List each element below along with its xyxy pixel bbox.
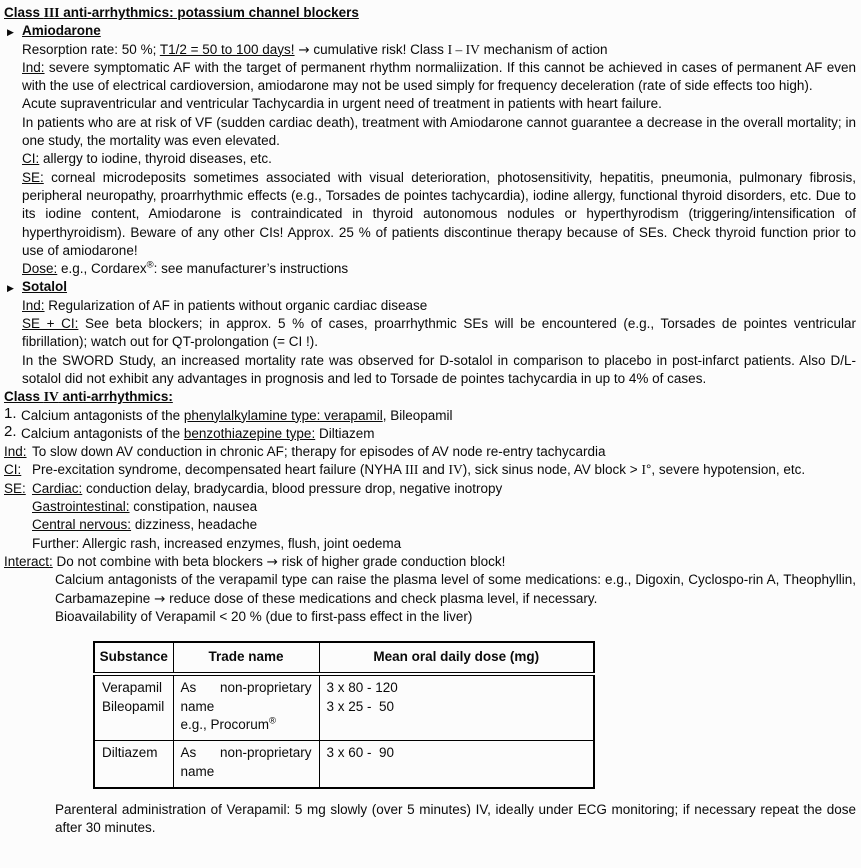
amiodarone-indication-paragraph <box>22 59 856 96</box>
text-segment: Amiodarone <box>22 23 101 39</box>
text-segment: °, severe hypotension, etc. <box>645 462 806 478</box>
text-segment: Class <box>4 5 44 20</box>
amiodarone-acute-paragraph <box>22 95 856 113</box>
text-segment: reduce dose of these medications and check plasma level, if necessary. <box>165 590 598 606</box>
text-segment: IV <box>43 389 59 405</box>
text-segment: corneal microdeposits sometimes associated with visual deterioration, photosensitivity, hepatitis, pneumonia, pulmonary fibrosis, peripheral neuropathy, proarrhythmic effects (e.g., Torsades de pointes tachycardia), iodine allergy, functional thyroid disorders, etc. Due to its iodine content, Amiodarone is contraindicated in thyroid autonomous nodules or hyperthyrodism (triggering/intensification of hyperthyroidism). Beware of any other CIs! Approx. 25 % of patients discontinue therapy because of SEs. Check thyroid function prior to use of amiodarone! <box>22 169 856 258</box>
text-segment: e.g., Cordarex <box>57 261 147 277</box>
arrow-right-icon: → <box>298 41 310 58</box>
text-segment: mechanism of action <box>479 41 608 57</box>
text-segment: and <box>418 462 449 478</box>
triangle-bullet-icon: ▶ <box>7 26 14 37</box>
text-segment: In patients who are at risk of VF (sudden cardiac death), treatment with Amiodarone cannot guarantee a decrease in the overall mortality; in one study, the mortality was even elevated. <box>22 114 856 149</box>
text-segment: I – IV <box>447 41 480 57</box>
text-segment: Ind: <box>22 297 45 313</box>
text-segment: As non-proprietary name <box>180 745 312 779</box>
amiodarone-ci-line <box>22 150 856 168</box>
triangle-bullet-icon: ▶ <box>7 282 14 293</box>
text-segment: severe symptomatic AF with the target of permanent rhythm normaliization. If this cannot be achieved in cases of permanent AF even with the use of electrical cardioversion, amiodarone may not be used simply for frequency deceleration (rate of side effects too high). <box>22 59 856 94</box>
text-segment: anti-arrhythmics: potassium channel blockers <box>59 5 359 20</box>
text-segment: : see manufacturer’s instructions <box>153 261 349 277</box>
text-segment: SE + CI: <box>22 316 79 332</box>
text-segment: SE: <box>22 169 44 185</box>
text-segment: phenylalkylamine type: verapamil <box>183 407 383 423</box>
text-segment: ), sick sinus node, AV block > <box>462 462 642 478</box>
text-segment: conduction delay, bradycardia, blood pressure drop, negative inotropy <box>82 480 503 496</box>
text-segment: Cardiac: <box>32 480 83 496</box>
interaction-plasma-paragraph <box>55 571 856 608</box>
column-header: Substance <box>94 642 173 674</box>
text-segment: Gastrointestinal: <box>32 499 130 515</box>
row-label <box>4 480 26 498</box>
text-segment: Resorption rate: 50 %; <box>22 41 160 57</box>
text-segment: CI: <box>22 151 40 167</box>
table-row <box>94 674 594 740</box>
substance-cell <box>94 741 173 788</box>
text-segment: Acute supraventricular and ventricular Tachycardia in urgent need of treatment in patients with heart failure. <box>22 96 662 112</box>
amiodarone-se-paragraph <box>22 169 856 260</box>
dosage-table <box>93 641 595 789</box>
text-segment: Diltiazem <box>315 425 375 441</box>
class-iv-indication-row <box>4 443 856 461</box>
text-segment: Central nervous: <box>32 517 132 533</box>
parenteral-paragraph <box>55 801 856 838</box>
text-segment: Further: Allergic rash, increased enzymes, flush, joint oedema <box>32 535 402 551</box>
list-number: 1. <box>4 405 17 423</box>
column-header: Trade name <box>173 642 319 674</box>
text-segment: Interact: <box>4 553 53 569</box>
class-iv-se-cardiac-row <box>4 480 856 498</box>
text-segment: dizziness, headache <box>131 517 258 533</box>
numbered-item-benzothiazepine <box>4 425 856 443</box>
text-segment: In the SWORD Study, an increased mortality rate was observed for D-sotalol in comparison to placebo in post-infarct patients. Also D/L-sotalol did not exhibit any advantages in prognosis and led to Torsade de pointes tachycardia in up to 4% of cases. <box>22 352 856 386</box>
sotalol-se-ci-paragraph <box>22 315 856 352</box>
text-segment: Pre-excitation syndrome, decompensated heart failure (NYHA <box>32 462 405 478</box>
text-segment: 3 x 25 - 50 <box>326 698 395 714</box>
dose-cell <box>319 741 594 788</box>
document <box>4 4 856 837</box>
text-segment: Sotalol <box>22 279 68 295</box>
text-segment: ® <box>146 259 154 271</box>
text-segment: See beta blockers; in approx. 5 % of cases, proarrhythmic SEs will be encountered (e.g., Torsades de pointes ventricular fibrillation); watch out for QT-prolongation (= CI !). <box>22 316 856 350</box>
section-heading-class-iv <box>4 388 856 406</box>
text-segment: Do not combine with beta blockers <box>52 553 267 569</box>
text-segment: e.g., Procorum <box>180 716 270 732</box>
resorption-line <box>22 41 856 59</box>
drug-heading-sotalol <box>4 278 856 296</box>
substance-cell <box>94 674 173 740</box>
text-segment: Bileopamil <box>102 698 165 714</box>
amiodarone-dose-line <box>22 260 856 278</box>
se-central-nervous-line <box>32 516 856 534</box>
text-segment: III <box>43 5 60 20</box>
text-segment: constipation, nausea <box>129 499 258 515</box>
column-header: Mean oral daily dose (mg) <box>319 642 594 674</box>
sotalol-indication-line <box>22 297 856 315</box>
arrow-right-icon: → <box>154 590 166 607</box>
sotalol-sword-paragraph <box>22 352 856 389</box>
text-segment: risk of higher grade conduction block! <box>277 553 506 569</box>
trade-name-cell <box>173 741 319 788</box>
text-segment: Bioavailability of Verapamil < 20 % (due to first-pass effect in the liver) <box>55 608 473 624</box>
text-segment: CI: <box>4 462 22 478</box>
text-segment: 3 x 60 - 90 <box>326 745 395 761</box>
text-segment: IV <box>448 462 463 478</box>
text-segment: Regularization of AF in patients without organic cardiac disease <box>44 297 428 313</box>
interaction-line <box>4 553 856 571</box>
text-segment: Dose: <box>22 261 58 277</box>
text-segment: , Bileopamil <box>382 407 453 423</box>
text-segment: SE: <box>4 480 26 496</box>
text-segment: Class <box>4 389 44 405</box>
text-segment: Calcium antagonists of the <box>21 407 184 423</box>
trade-name-cell <box>173 674 319 740</box>
arrow-right-icon: → <box>266 553 278 570</box>
text-segment: Calcium antagonists of the verapamil type can raise the plasma level of some medications: e.g., Digoxin, Cyclospo-rin A, Theophyllin, Carbamazepine <box>55 572 856 606</box>
text-segment: T1/2 = 50 to 100 days! <box>159 41 295 57</box>
text-segment: Ind: <box>4 444 27 460</box>
text-segment: benzothiazepine type: <box>183 425 316 441</box>
text-segment: As non-proprietary name <box>180 680 312 714</box>
numbered-item-phenylalkylamine <box>4 407 856 425</box>
table-row <box>94 741 594 788</box>
se-gastrointestinal-line <box>32 498 856 516</box>
text-segment: 3 x 80 - 120 <box>326 680 398 696</box>
section-heading-class-iii <box>4 4 856 22</box>
text-segment: I <box>641 462 646 478</box>
class-iv-ci-row <box>4 461 856 479</box>
text-segment: Parenteral administration of Verapamil: 5 mg slowly (over 5 minutes) IV, ideally under ECG monitoring; if necessary repeat the dose after 30 minutes. <box>55 801 856 836</box>
amiodarone-vf-paragraph <box>22 114 856 151</box>
text-segment: cumulative risk! Class <box>309 41 448 57</box>
text-segment: ® <box>269 715 277 727</box>
drug-heading-amiodarone <box>4 22 856 40</box>
row-label <box>4 443 27 461</box>
text-segment: III <box>404 462 419 478</box>
text-segment: anti-arrhythmics: <box>58 389 173 405</box>
text-segment: To slow down AV conduction in chronic AF; therapy for episodes of AV node re-entry tachycardia <box>32 444 606 460</box>
se-further-line <box>32 535 856 553</box>
text-segment: Ind: <box>22 59 45 75</box>
text-segment: allergy to iodine, thyroid diseases, etc. <box>39 151 272 167</box>
text-segment: Diltiazem <box>102 745 158 761</box>
text-segment: Verapamil <box>102 680 163 696</box>
dose-cell <box>319 674 594 740</box>
text-segment: Calcium antagonists of the <box>21 425 184 441</box>
table-header-row <box>94 642 594 674</box>
bioavailability-line <box>55 608 856 626</box>
row-label <box>4 461 21 479</box>
list-number: 2. <box>4 423 17 441</box>
